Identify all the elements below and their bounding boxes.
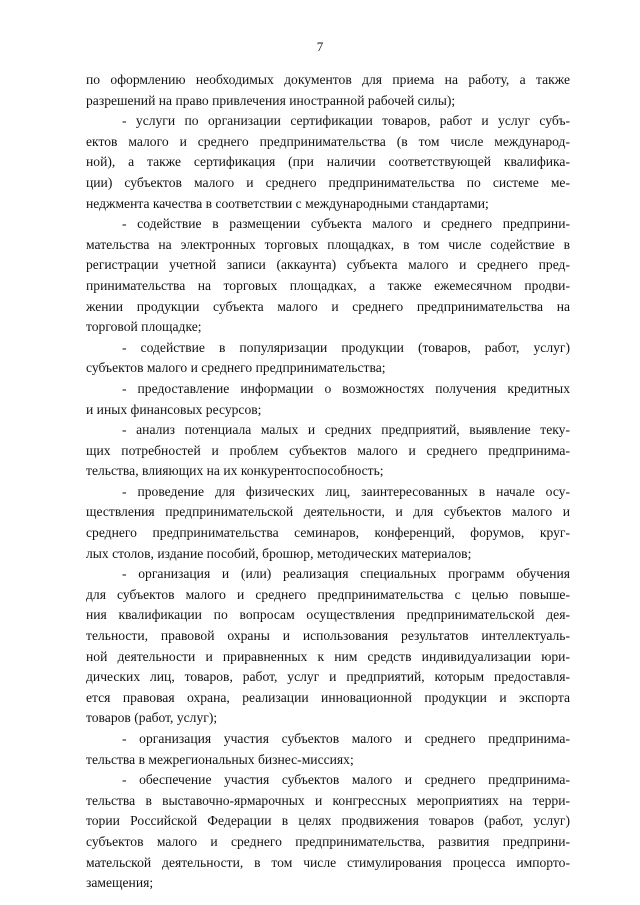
- text-line: тории Российской Федерации в целях продвижения товаров (работ, услуг): [86, 813, 570, 829]
- text-line: ществления предпринимательской деятельности, и для субъектов малого и: [86, 504, 570, 520]
- text-line: тельства в межрегиональных бизнес-миссиях;: [86, 751, 354, 767]
- text-line: принимательства на торговых площадках, а также ежемесячном продви-: [86, 277, 570, 293]
- text-line: замещения;: [86, 875, 154, 891]
- text-line: - анализ потенциала малых и средних предприятий, выявление теку-: [122, 422, 570, 438]
- text-line: тельства, влияющих на их конкурентоспособность;: [86, 463, 384, 479]
- document-body: [86, 70, 570, 894]
- text-line: - проведение для физических лиц, заинтересованных в начале осу-: [122, 483, 570, 499]
- text-line: мательской деятельности, в том числе стимулирования процесса импорто-: [86, 854, 570, 870]
- text-line: торговой площадке;: [86, 319, 202, 335]
- text-line: для субъектов малого и среднего предпринимательства с целью повыше-: [86, 586, 570, 602]
- text-line: - содействие в популяризации продукции (товаров, работ, услуг): [122, 339, 570, 355]
- text-line: - организация участия субъектов малого и среднего предпринима-: [122, 731, 570, 746]
- text-line: щих потребностей и проблем субъектов малого и среднего предпринима-: [86, 442, 570, 458]
- text-line: и иных финансовых ресурсов;: [86, 401, 262, 417]
- text-line: - организация и (или) реализация специальных программ обучения: [122, 566, 570, 582]
- text-line: ется правовая охрана, реализации инновационной продукции и экспорта: [86, 689, 570, 705]
- text-line: жении продукции субъекта малого и среднего предпринимательства на: [86, 298, 570, 314]
- text-line: - услуги по организации сертификации товаров, работ и услуг субъ-: [122, 113, 570, 129]
- text-line: среднего предпринимательства семинаров, конференций, форумов, круг-: [86, 525, 570, 541]
- text-line: субъектов малого и среднего предпринимательства, развития предприни-: [86, 833, 570, 849]
- text-line: - обеспечение участия субъектов малого и среднего предпринима-: [122, 772, 570, 788]
- page-number: 7: [316, 39, 324, 54]
- text-line: товаров (работ, услуг);: [86, 710, 218, 726]
- text-line: неджмента качества в соответствии с международными стандартами;: [86, 195, 489, 211]
- text-line: лых столов, издание пособий, брошюр, методических материалов;: [86, 545, 472, 561]
- text-line: мательства на электронных торговых площадках, в том числе содействие в: [86, 236, 570, 252]
- text-line: по оформлению необходимых документов для приема на работу, а также: [86, 72, 570, 87]
- text-line: субъектов малого и среднего предпринимательства;: [86, 360, 386, 376]
- text-line: ной деятельности и приравненных к ним средств индивидуализации юри-: [86, 648, 570, 664]
- text-line: ной), а также сертификация (при наличии соответствующей квалифика-: [86, 154, 570, 170]
- text-line: ции) субъектов малого и среднего предпринимательства по системе ме-: [86, 174, 570, 190]
- text-line: регистрации учетной записи (аккаунта) субъекта малого и среднего пред-: [86, 257, 570, 273]
- text-line: тельности, правовой охраны и использования результатов интеллектуаль-: [86, 628, 570, 644]
- text-line: тельства в выставочно-ярмарочных и конгрессных мероприятиях на терри-: [86, 792, 570, 808]
- text-line: ния квалификации по вопросам осуществления предпринимательской дея-: [86, 607, 570, 623]
- text-line: разрешений на право привлечения иностранной рабочей силы);: [86, 92, 456, 108]
- text-line: - содействие в размещении субъекта малого и среднего предприни-: [122, 216, 570, 232]
- text-line: дических лиц, товаров, работ, услуг и предприятий, которым предоставля-: [86, 669, 570, 685]
- text-line: ектов малого и среднего предпринимательства (в том числе международ-: [86, 133, 570, 149]
- text-line: - предоставление информации о возможностях получения кредитных: [122, 380, 570, 396]
